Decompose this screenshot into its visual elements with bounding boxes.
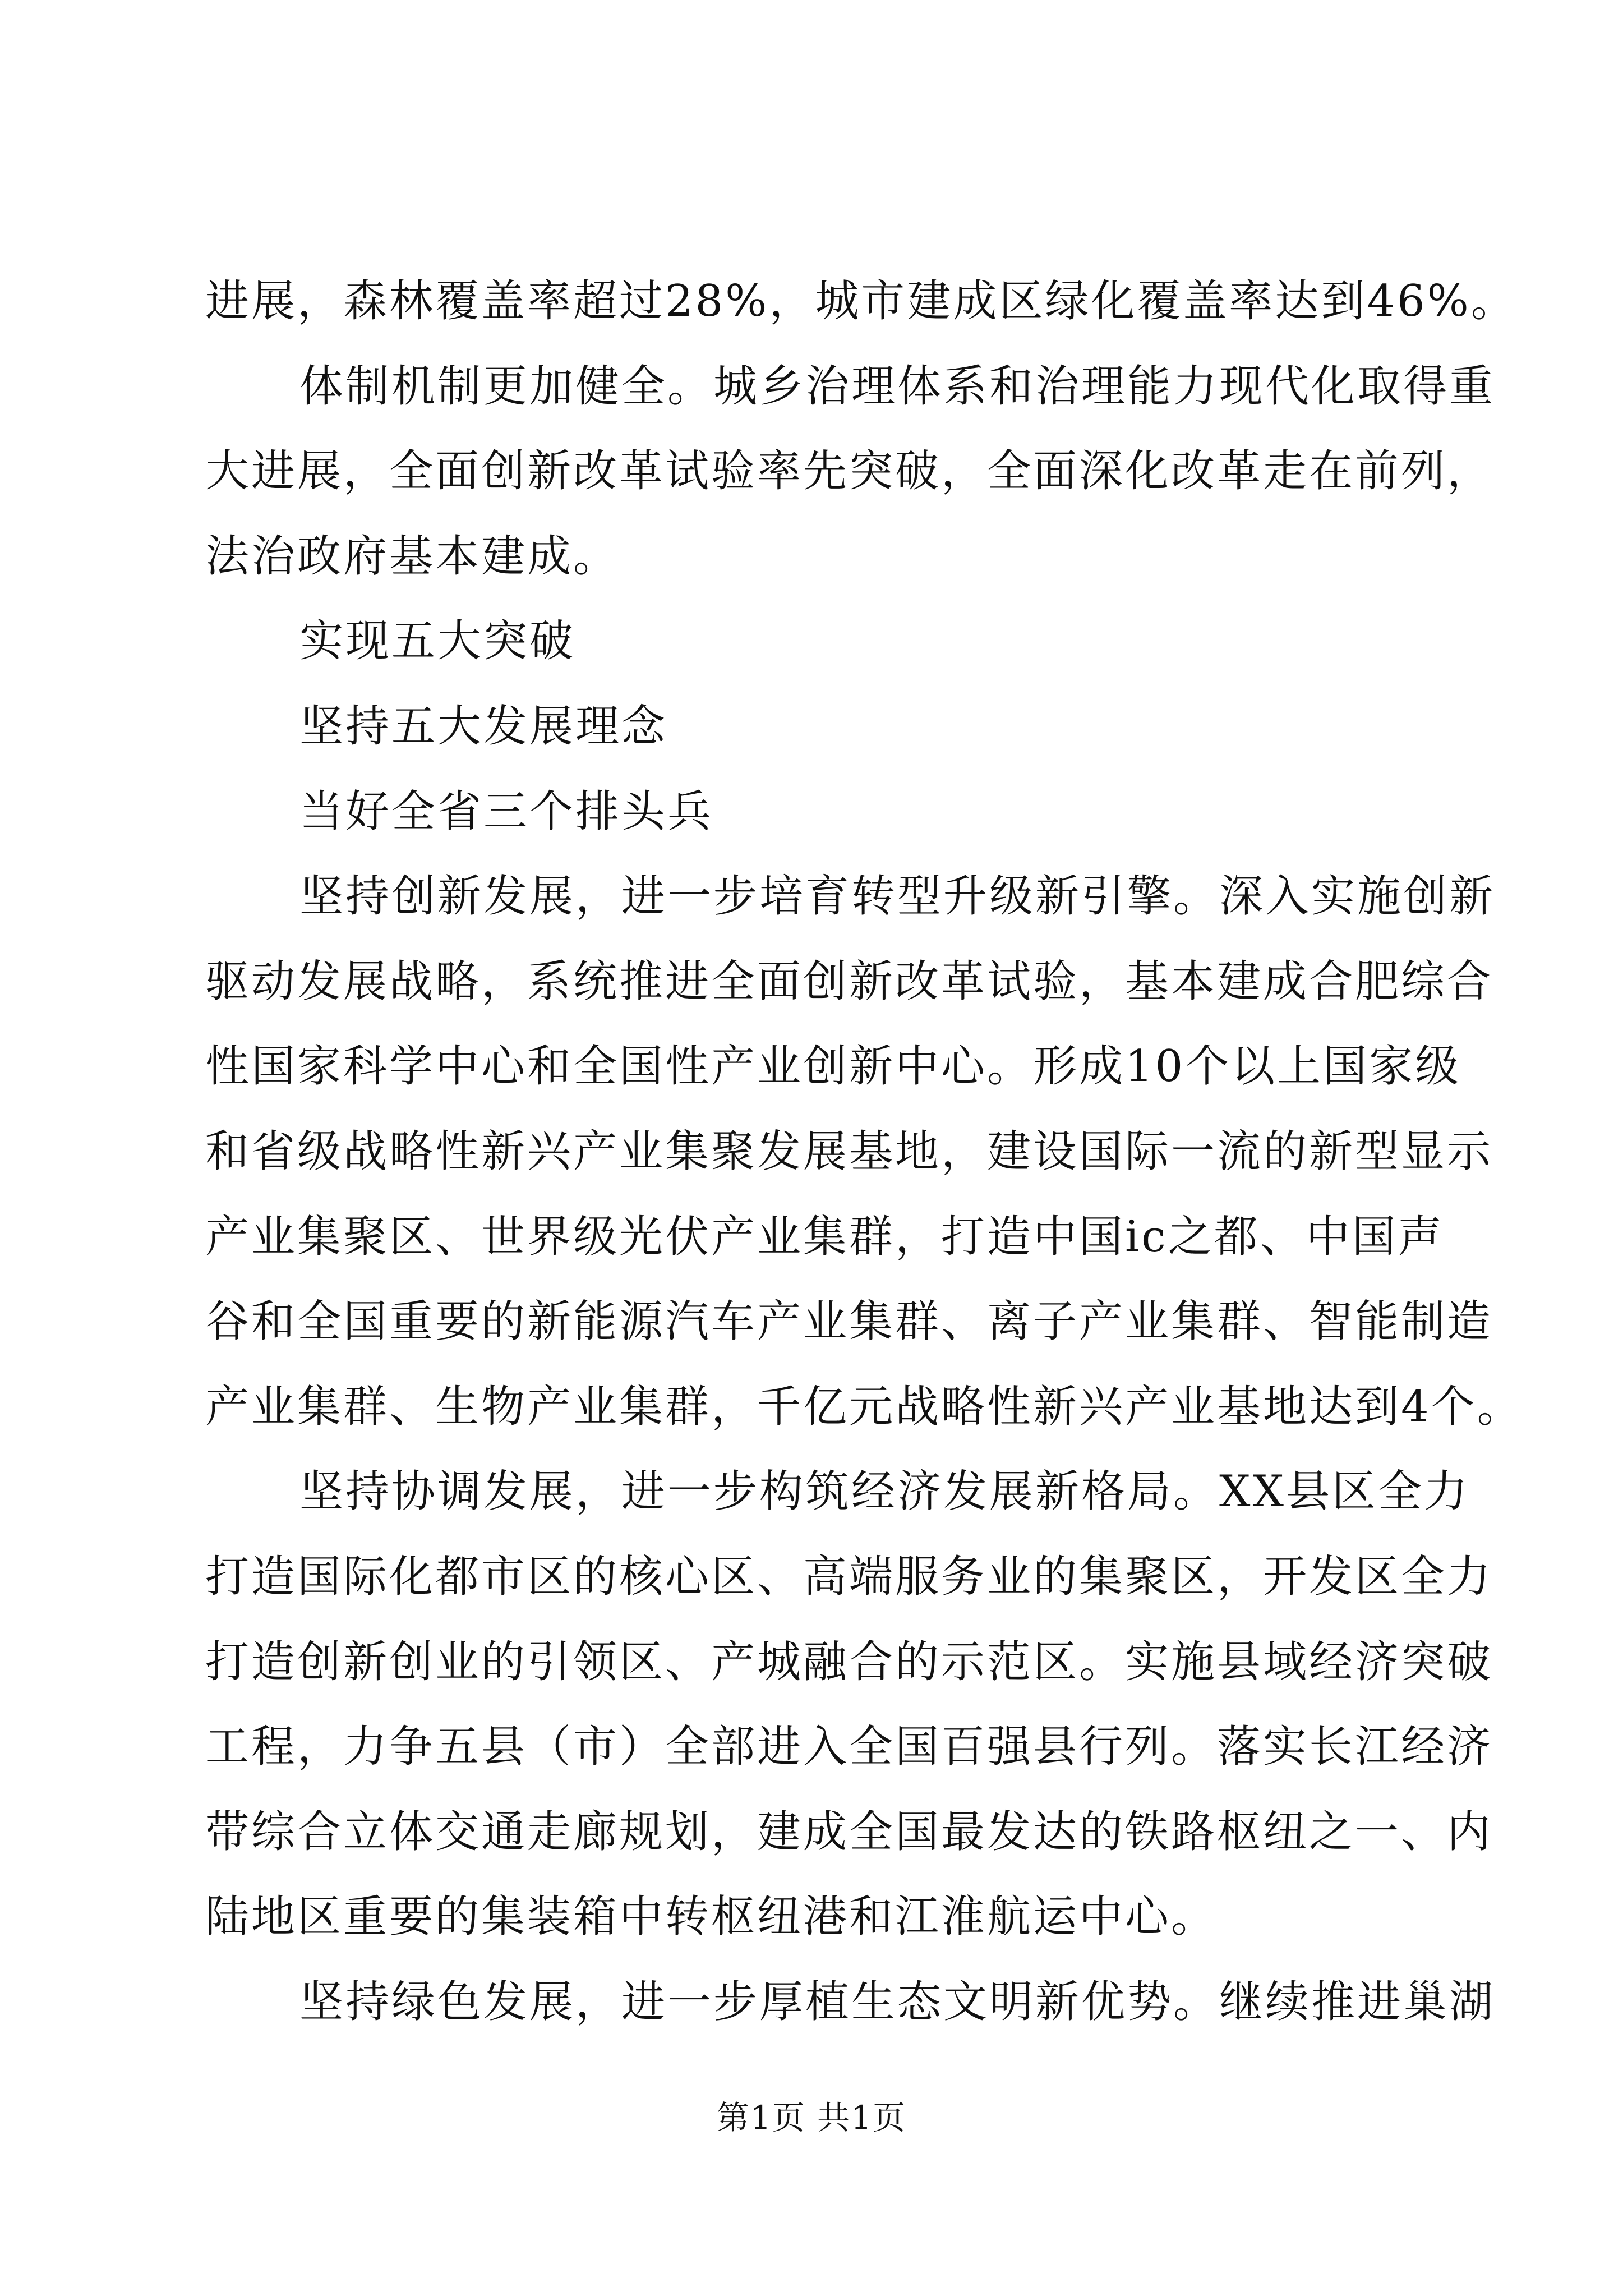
text-line: 坚持创新发展，进一步培育转型升级新引擎。深入实施创新 — [299, 871, 1496, 922]
text-line: 进展，森林覆盖率超过28%，城市建成区绿化覆盖率达到46%。 — [205, 276, 1517, 326]
text-line: 大进展，全面创新改革试验率先突破，全面深化改革走在前列， — [205, 446, 1493, 497]
text-line: 当好全省三个排头兵 — [299, 786, 714, 837]
text-line: 产业集群、生物产业集群，千亿元战略性新兴产业基地达到4个。 — [205, 1381, 1523, 1432]
page-footer: 第1页 共1页 — [716, 2099, 907, 2137]
text-line: 法治政府基本建成。 — [205, 531, 620, 582]
text-line: 产业集聚区、世界级光伏产业集群，打造中国ic之都、中国声 — [205, 1211, 1444, 1262]
text-line: 带综合立体交通走廊规划，建成全国最发达的铁路枢纽之一、内 — [205, 1806, 1493, 1857]
text-line: 驱动发展战略，系统推进全面创新改革试验，基本建成合肥综合 — [205, 956, 1493, 1007]
text-line: 坚持绿色发展，进一步厚植生态文明新优势。继续推进巢湖 — [299, 1976, 1496, 2027]
text-line: 谷和全国重要的新能源汽车产业集群、离子产业集群、智能制造 — [205, 1296, 1493, 1347]
text-line: 实现五大突破 — [299, 616, 576, 667]
text-line: 性国家科学中心和全国性产业创新中心。形成10个以上国家级 — [205, 1041, 1461, 1092]
text-line: 工程，力争五县（市）全部进入全国百强县行列。落实长江经济 — [205, 1722, 1493, 1773]
text-line: 打造国际化都市区的核心区、高端服务业的集聚区，开发区全力 — [205, 1551, 1493, 1602]
text-line: 坚持协调发展，进一步构筑经济发展新格局。XX县区全力 — [299, 1466, 1470, 1517]
text-line: 体制机制更加健全。城乡治理体系和治理能力现代化取得重 — [299, 361, 1496, 412]
text-line: 陆地区重要的集装箱中转枢纽港和江淮航运中心。 — [205, 1892, 1218, 1943]
text-line: 和省级战略性新兴产业集聚发展基地，建设国际一流的新型显示 — [205, 1126, 1493, 1177]
document-body — [205, 259, 1523, 2045]
text-line: 坚持五大发展理念 — [299, 701, 668, 752]
text-line: 打造创新创业的引领区、产城融合的示范区。实施县域经济突破 — [205, 1636, 1493, 1687]
